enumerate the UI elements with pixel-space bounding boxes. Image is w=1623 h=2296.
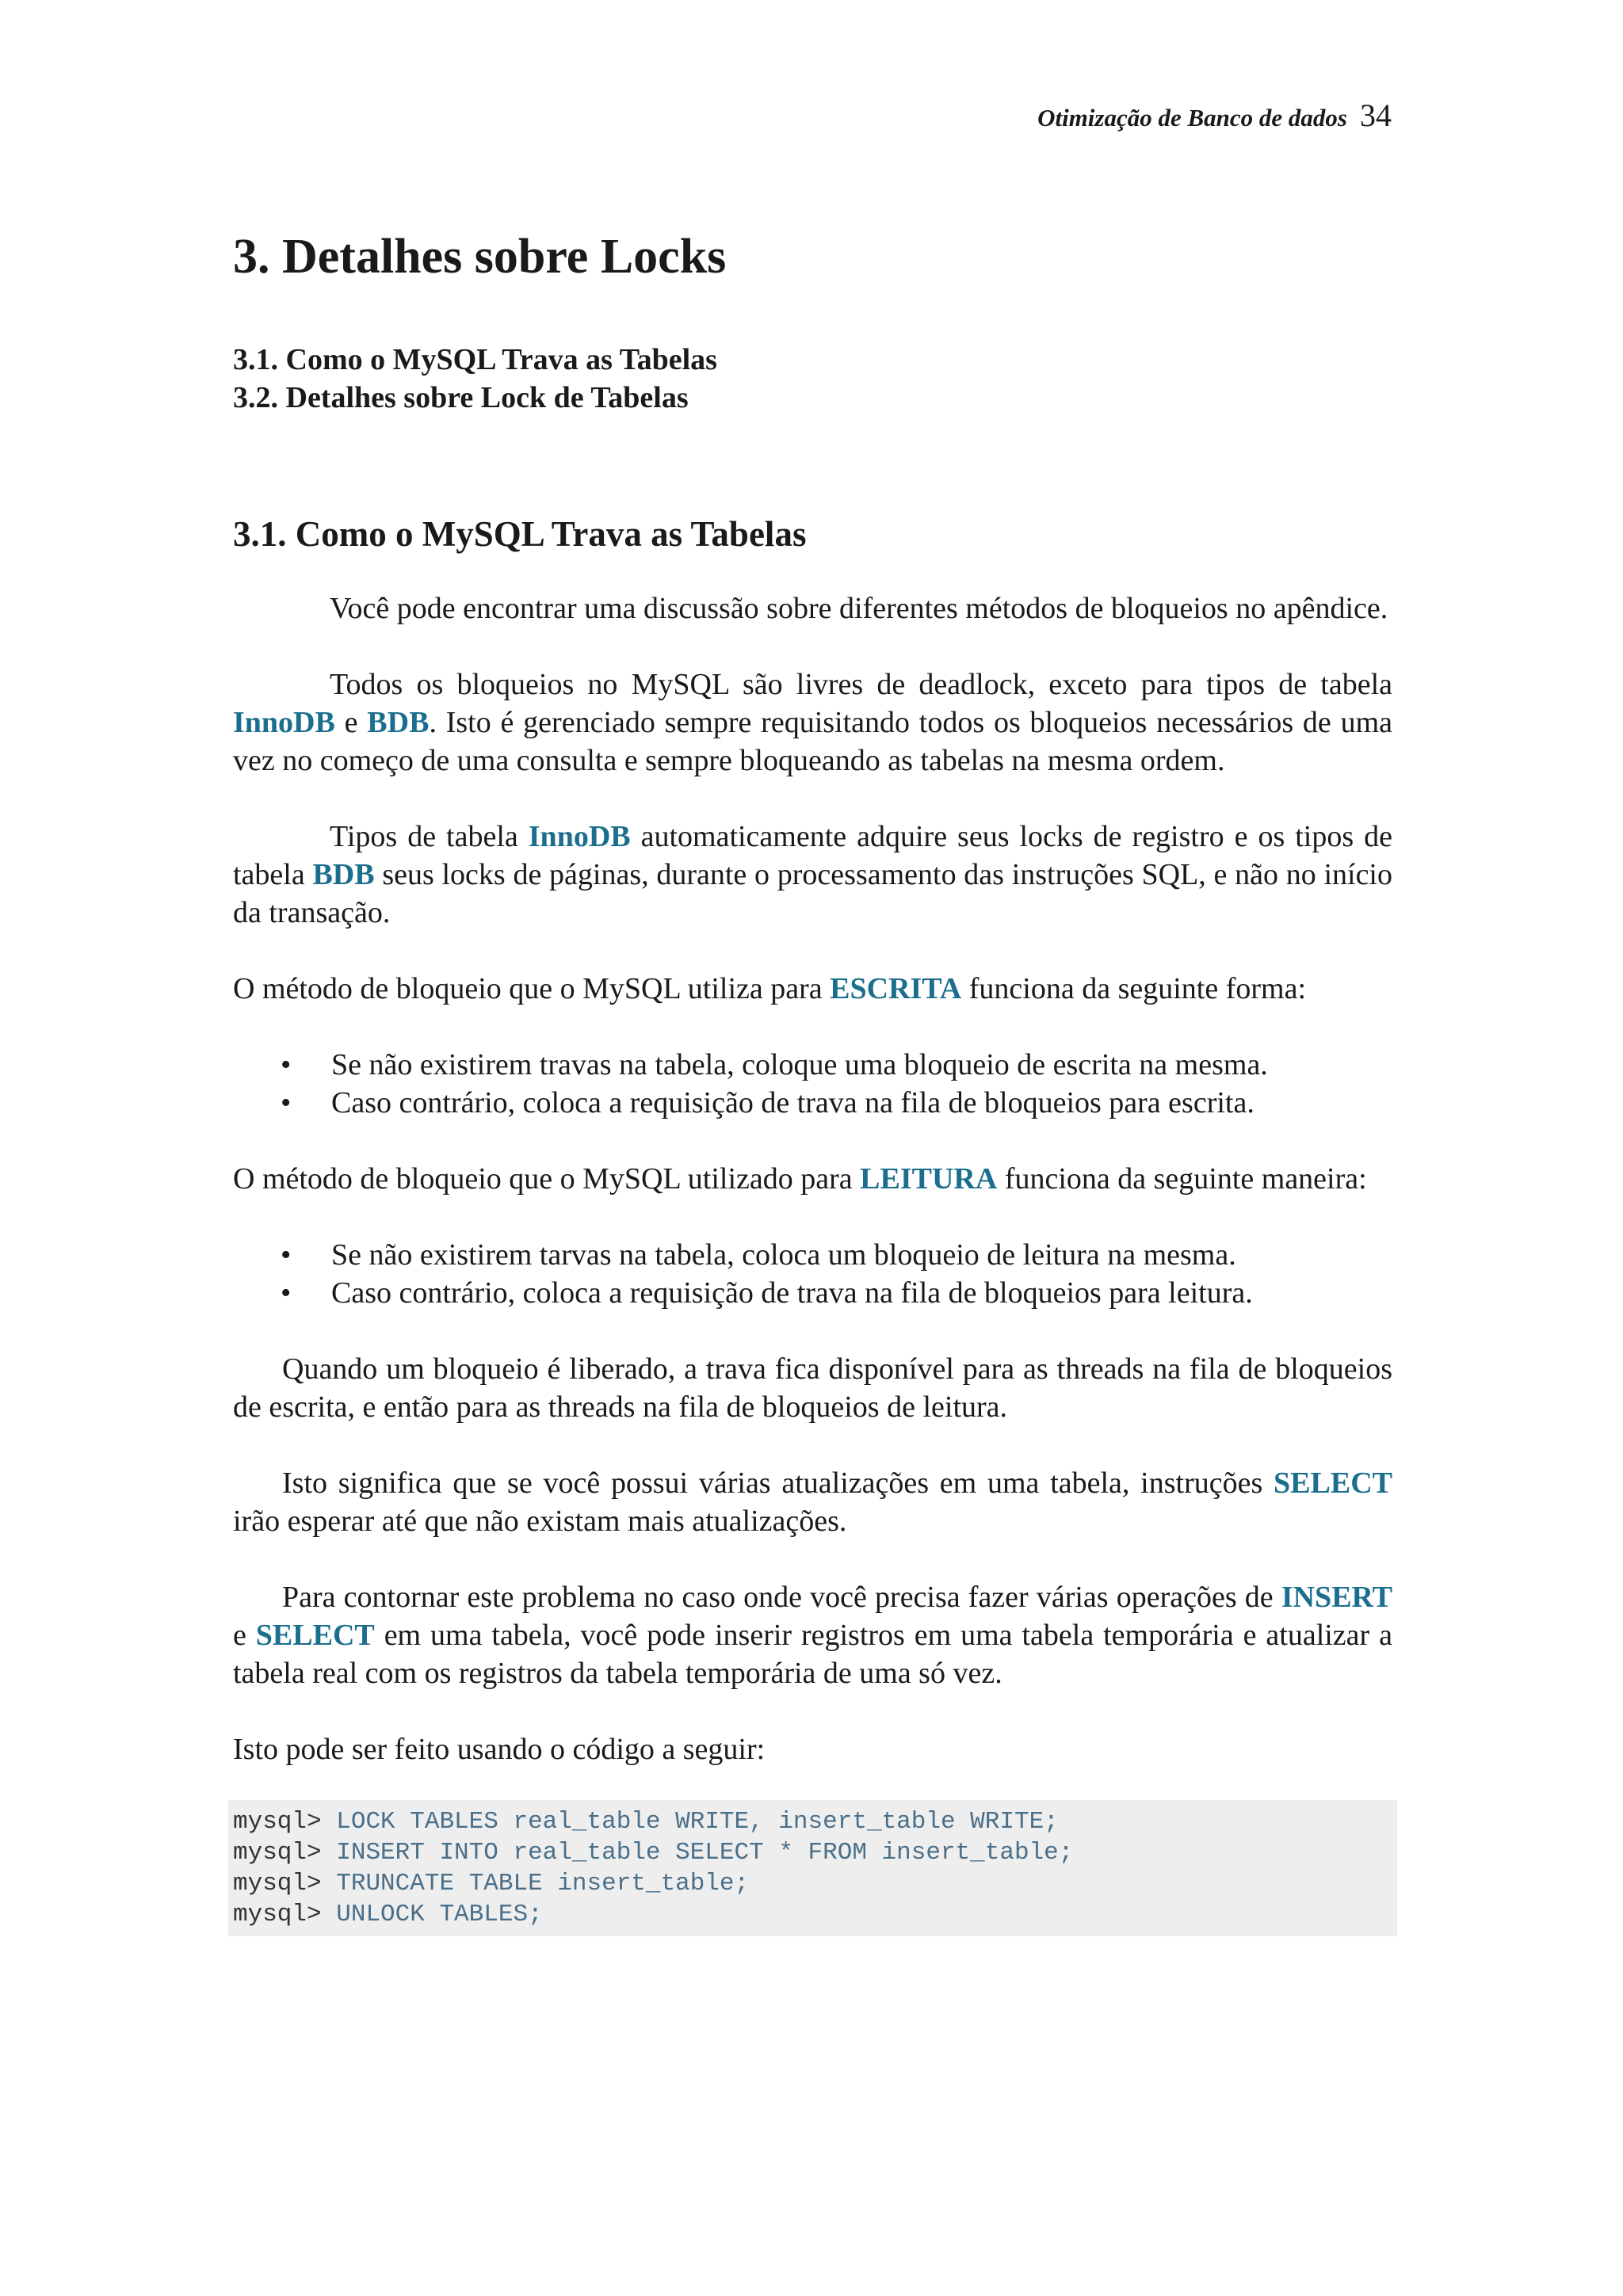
keyword-select: SELECT — [1274, 1466, 1392, 1500]
keyword-leitura: LEITURA — [860, 1161, 998, 1196]
code-line — [233, 1837, 1392, 1868]
bullet-icon: • — [281, 1238, 292, 1272]
bullet-icon: • — [281, 1085, 292, 1119]
paragraph-table-types — [233, 818, 1392, 932]
list-item — [233, 1084, 1392, 1122]
read-lock-list — [233, 1236, 1392, 1312]
toc-item: 3.1. Como o MySQL Trava as Tabelas — [233, 343, 717, 377]
chapter-title: 3. Detalhes sobre Locks — [233, 230, 727, 284]
bullet-icon: • — [281, 1047, 292, 1081]
list-item-text: Se não existirem travas na tabela, coloque uma bloqueio de escrita na mesma. — [331, 1047, 1268, 1081]
keyword-insert: INSERT — [1281, 1580, 1392, 1614]
paragraph-updates — [233, 1464, 1392, 1540]
list-item-text: Se não existirem tarvas na tabela, coloca um bloqueio de leitura na mesma. — [331, 1238, 1236, 1272]
code-line — [233, 1899, 1392, 1930]
text-run: funciona da seguinte forma: — [961, 971, 1307, 1005]
text-run: irão esperar até que não existam mais atualizações. — [233, 1504, 847, 1538]
text-run: O método de bloqueio que o MySQL utilizado para — [233, 1161, 861, 1196]
code-block — [228, 1800, 1397, 1936]
list-item — [233, 1274, 1392, 1312]
write-lock-list — [233, 1046, 1392, 1122]
text-run: Isto significa que se você possui várias atualizações em uma tabela, instruções — [282, 1466, 1274, 1500]
list-item-text: Caso contrário, coloca a requisição de trava na fila de bloqueios para escrita. — [331, 1085, 1254, 1119]
keyword-select: SELECT — [255, 1618, 375, 1652]
paragraph-read-method — [233, 1160, 1392, 1198]
paragraph-workaround — [233, 1578, 1392, 1692]
text-run: em uma tabela, você pode inserir registros em uma tabela temporária e atualizar a tabela real com os registros da tabela temporária de uma só vez. — [233, 1618, 1392, 1690]
code-line — [233, 1806, 1392, 1837]
text-run: . Isto é gerenciado sempre requisitando todos os bloqueios necessários de uma vez no começo de uma consulta e sempre bloqueando as tabelas na mesma ordem. — [233, 705, 1392, 777]
code-command: TRUNCATE TABLE insert_table; — [336, 1869, 750, 1897]
toc-item: 3.2. Detalhes sobre Lock de Tabelas — [233, 381, 689, 415]
keyword-escrita: ESCRITA — [830, 971, 962, 1005]
keyword-bdb: BDB — [367, 705, 430, 739]
page-number: 34 — [1360, 97, 1392, 133]
code-command: UNLOCK TABLES; — [336, 1900, 543, 1928]
text-run: Tipos de tabela — [330, 819, 529, 853]
keyword-innodb: InnoDB — [233, 705, 335, 739]
running-title: Otimização de Banco de dados — [1037, 104, 1347, 132]
code-prompt: mysql> — [233, 1838, 337, 1867]
list-item-text: Caso contrário, coloca a requisição de trava na fila de bloqueios para leitura. — [331, 1276, 1253, 1310]
paragraph-deadlock — [233, 666, 1392, 780]
bullet-icon: • — [281, 1276, 292, 1310]
section-title: 3.1. Como o MySQL Trava as Tabelas — [233, 514, 807, 555]
text-run: O método de bloqueio que o MySQL utiliza para — [233, 971, 831, 1005]
paragraph-intro: Você pode encontrar uma discussão sobre diferentes métodos de bloqueios no apêndice. — [330, 591, 1388, 625]
code-line — [233, 1868, 1392, 1899]
paragraph-write-method — [233, 970, 1392, 1008]
text-run: seus locks de páginas, durante o processamento das instruções SQL, e não no início da transação. — [233, 857, 1392, 929]
text-run: Para contornar este problema no caso onde você precisa fazer várias operações de — [282, 1580, 1281, 1614]
text-run: Todos os bloqueios no MySQL são livres de deadlock, exceto para tipos de tabela — [330, 667, 1392, 701]
list-item — [233, 1046, 1392, 1084]
page-content — [233, 230, 1392, 1936]
code-command: INSERT INTO real_table SELECT * FROM insert_table; — [336, 1838, 1074, 1867]
list-item — [233, 1236, 1392, 1274]
running-header — [1037, 97, 1392, 134]
code-command: LOCK TABLES real_table WRITE, insert_table WRITE; — [336, 1807, 1059, 1836]
keyword-bdb: BDB — [312, 857, 375, 891]
text-run: automaticamente adquire seus locks de registro e os tipos de tabela — [233, 819, 1392, 891]
text-run: e — [334, 705, 368, 739]
text-run: funciona da seguinte maneira: — [997, 1161, 1367, 1196]
code-prompt: mysql> — [233, 1900, 337, 1928]
code-prompt: mysql> — [233, 1807, 337, 1836]
paragraph-code-intro: Isto pode ser feito usando o código a seguir: — [233, 1732, 766, 1766]
keyword-innodb: InnoDB — [528, 819, 631, 853]
paragraph-release: Quando um bloqueio é liberado, a trava fica disponível para as threads na fila de bloqueios de escrita, e então para as threads na fila de bloqueios de leitura. — [233, 1352, 1392, 1424]
text-run: e — [233, 1618, 256, 1652]
code-prompt: mysql> — [233, 1869, 337, 1897]
